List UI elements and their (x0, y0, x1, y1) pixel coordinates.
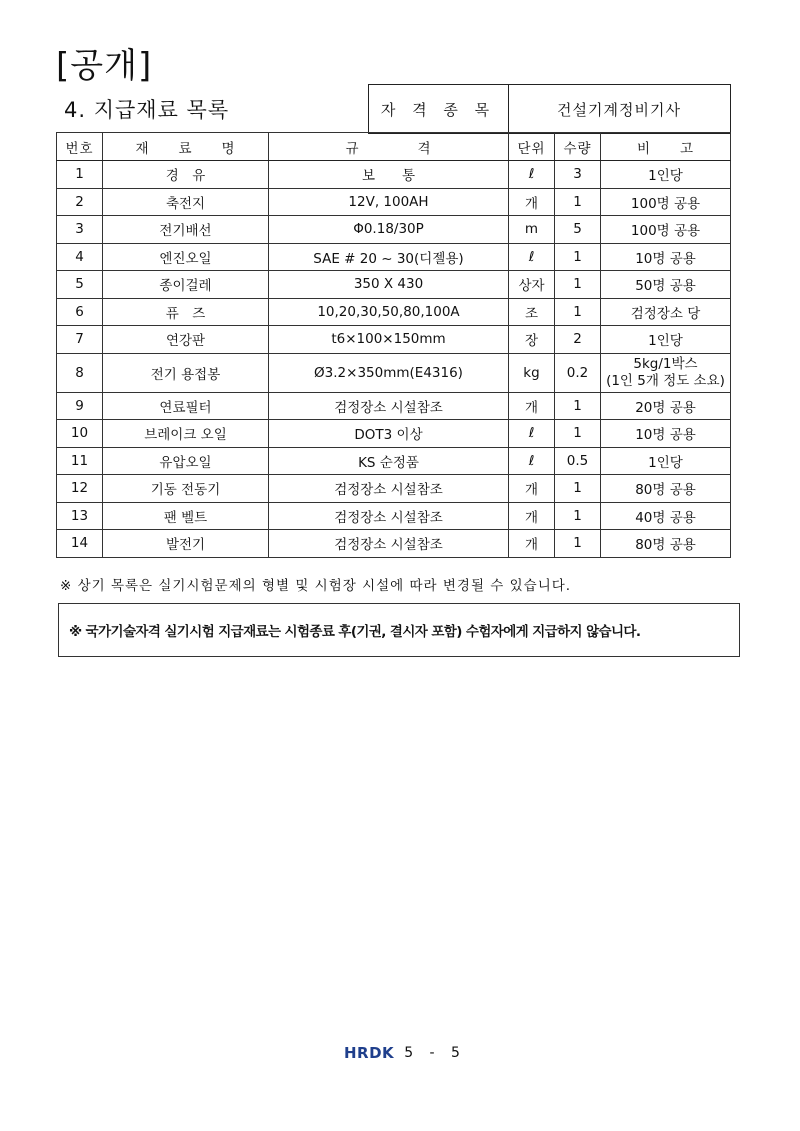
section-title: 4. 지급재료 목록 (64, 98, 230, 122)
document-header (56, 84, 731, 134)
cell-remark: 10명 공용 (601, 243, 731, 271)
cell-material: 전기배선 (103, 216, 269, 244)
cell-quantity: 5 (555, 216, 601, 244)
cell-spec: SAE # 20 ~ 30(디젤용) (269, 243, 509, 271)
footnote: ※ 상기 목록은 실기시험문제의 형별 및 시험장 시설에 따라 변경될 수 있습니다. (60, 578, 572, 594)
cell-spec: Φ0.18/30P (269, 216, 509, 244)
notice-box (58, 603, 740, 657)
cell-spec: 보 통 (269, 161, 509, 189)
cell-unit: 장 (509, 326, 555, 354)
cell-unit: 개 (509, 188, 555, 216)
column-header-material: 재 료 명 (103, 133, 269, 161)
cell-spec: Ø3.2×350mm(E4316) (269, 353, 509, 392)
cell-number: 10 (57, 420, 103, 448)
cell-number: 9 (57, 392, 103, 420)
cell-material: 기동 전동기 (103, 475, 269, 503)
cell-unit: m (509, 216, 555, 244)
cell-remark: 1인당 (601, 161, 731, 189)
cell-material: 유압오일 (103, 447, 269, 475)
cell-remark: 80명 공용 (601, 530, 731, 558)
table-row (57, 188, 731, 216)
cell-number: 12 (57, 475, 103, 503)
cell-quantity: 1 (555, 271, 601, 299)
cell-spec: 검정장소 시설참조 (269, 475, 509, 503)
cell-quantity: 1 (555, 530, 601, 558)
cell-unit: 개 (509, 502, 555, 530)
table-row (57, 502, 731, 530)
remark-line: 5kg/1박스 (633, 355, 698, 372)
cell-quantity: 3 (555, 161, 601, 189)
cell-remark (601, 353, 731, 392)
cell-number: 2 (57, 188, 103, 216)
cell-material: 전기 용접봉 (103, 353, 269, 392)
cell-spec: 검정장소 시설참조 (269, 530, 509, 558)
cell-number: 11 (57, 447, 103, 475)
column-header-remark: 비 고 (601, 133, 731, 161)
cell-remark: 100명 공용 (601, 216, 731, 244)
cell-remark: 100명 공용 (601, 188, 731, 216)
cell-quantity: 1 (555, 420, 601, 448)
table-row (57, 530, 731, 558)
qualification-value: 건설기계정비기사 (508, 85, 730, 134)
cell-unit: 개 (509, 475, 555, 503)
cell-remark: 1인당 (601, 326, 731, 354)
cell-unit: ℓ (509, 420, 555, 448)
cell-unit: 상자 (509, 271, 555, 299)
cell-unit: ℓ (509, 243, 555, 271)
cell-spec: 10,20,30,50,80,100A (269, 298, 509, 326)
cell-remark: 1인당 (601, 447, 731, 475)
cell-spec: 검정장소 시설참조 (269, 502, 509, 530)
table-header-row (57, 133, 731, 161)
cell-number: 6 (57, 298, 103, 326)
cell-material: 연강판 (103, 326, 269, 354)
table-row (57, 392, 731, 420)
cell-number: 4 (57, 243, 103, 271)
table-row (57, 216, 731, 244)
cell-number: 7 (57, 326, 103, 354)
table-row (57, 420, 731, 448)
cell-unit: 조 (509, 298, 555, 326)
page-footer (344, 1044, 466, 1062)
table-row (57, 447, 731, 475)
cell-spec: 12V, 100AH (269, 188, 509, 216)
cell-material: 연료필터 (103, 392, 269, 420)
cell-material: 엔진오일 (103, 243, 269, 271)
cell-material: 브레이크 오일 (103, 420, 269, 448)
public-tag: [공개] (56, 46, 153, 86)
cell-number: 13 (57, 502, 103, 530)
table-row (57, 271, 731, 299)
cell-quantity: 1 (555, 298, 601, 326)
cell-spec: DOT3 이상 (269, 420, 509, 448)
cell-remark: 검정장소 당 (601, 298, 731, 326)
cell-number: 3 (57, 216, 103, 244)
table-row (57, 298, 731, 326)
cell-spec: 350 X 430 (269, 271, 509, 299)
cell-remark: 50명 공용 (601, 271, 731, 299)
cell-material: 팬 벨트 (103, 502, 269, 530)
table-row (57, 326, 731, 354)
column-header-spec: 규 격 (269, 133, 509, 161)
cell-quantity: 2 (555, 326, 601, 354)
cell-material: 축전지 (103, 188, 269, 216)
cell-quantity: 1 (555, 475, 601, 503)
cell-number: 8 (57, 353, 103, 392)
cell-quantity: 1 (555, 243, 601, 271)
cell-spec: 검정장소 시설참조 (269, 392, 509, 420)
cell-material: 종이걸레 (103, 271, 269, 299)
cell-quantity: 0.2 (555, 353, 601, 392)
cell-spec: KS 순정품 (269, 447, 509, 475)
cell-remark: 40명 공용 (601, 502, 731, 530)
cell-material: 발전기 (103, 530, 269, 558)
qualification-label: 자 격 종 목 (368, 85, 508, 134)
cell-unit: 개 (509, 392, 555, 420)
cell-remark: 20명 공용 (601, 392, 731, 420)
cell-remark: 10명 공용 (601, 420, 731, 448)
materials-table (56, 132, 731, 558)
cell-number: 14 (57, 530, 103, 558)
cell-quantity: 1 (555, 392, 601, 420)
cell-number: 1 (57, 161, 103, 189)
cell-quantity: 1 (555, 188, 601, 216)
page-number: 5 - 5 (404, 1045, 466, 1061)
hrdk-logo: HRDK (344, 1044, 395, 1062)
cell-material: 퓨 즈 (103, 298, 269, 326)
column-header-quantity: 수량 (555, 133, 601, 161)
cell-material: 경 유 (103, 161, 269, 189)
cell-unit: ℓ (509, 161, 555, 189)
remark-line: (1인 5개 정도 소요) (606, 372, 725, 389)
cell-number: 5 (57, 271, 103, 299)
cell-unit: ℓ (509, 447, 555, 475)
table-row (57, 161, 731, 189)
table-body (57, 161, 731, 558)
cell-remark: 80명 공용 (601, 475, 731, 503)
column-header-unit: 단위 (509, 133, 555, 161)
cell-quantity: 1 (555, 502, 601, 530)
column-header-number: 번호 (57, 133, 103, 161)
cell-quantity: 0.5 (555, 447, 601, 475)
cell-spec: t6×100×150mm (269, 326, 509, 354)
table-row (57, 243, 731, 271)
cell-unit: kg (509, 353, 555, 392)
table-row (57, 353, 731, 392)
cell-unit: 개 (509, 530, 555, 558)
notice-text: ※ 국가기술자격 실기시험 지급재료는 시험종료 후(기권, 결시자 포함) 수험자에게 지급하지 않습니다. (69, 624, 641, 640)
table-row (57, 475, 731, 503)
